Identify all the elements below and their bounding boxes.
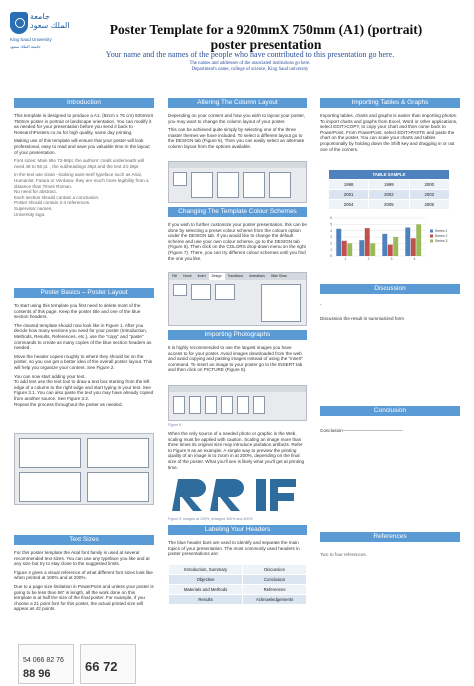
altering-paragraph: This can be achieved quite simply by selecting one of the three master themes we have included. To select a different layout go to the DESIGN tab (Figure 5). Then you can easily select an alternate column layout from the options available. <box>168 127 305 149</box>
table-icon <box>173 396 185 414</box>
university-logo <box>10 10 68 52</box>
menu-tab-insert[interactable]: Insert <box>197 274 206 278</box>
altering-layout-body <box>168 113 307 161</box>
legend-swatch <box>430 240 433 243</box>
y-tick-label: 6 <box>330 216 332 221</box>
chart-bar <box>347 243 352 256</box>
table-cell: 2000 <box>409 180 449 190</box>
table-cell: Introduction, Summary <box>169 565 243 575</box>
legend-swatch <box>430 230 433 233</box>
colors-menu-figure <box>168 272 307 326</box>
table-row <box>329 190 450 200</box>
layout-thumbnail <box>87 472 149 502</box>
discussion-bullet: - <box>320 302 322 307</box>
altering-layout-header: Altering The Column Layout <box>168 98 307 108</box>
design-tab-figure <box>168 161 307 203</box>
chart-bar <box>359 240 364 256</box>
chart-bar <box>388 245 393 256</box>
figure-9-caption: Figure 9. Images at 100%, enlarged 300% and 400% <box>168 517 253 521</box>
sample-card <box>18 644 74 684</box>
scaling-body <box>168 431 307 475</box>
basics-paragraph: Repeat the process throughout the poster as needed. <box>14 401 123 407</box>
tables-graphs-body <box>320 113 460 169</box>
layout-thumbnail <box>19 438 81 468</box>
importing-photos-header: Importing Photographs <box>168 330 307 340</box>
rr-logo-sample <box>172 477 302 513</box>
theme-thumbnail <box>243 172 265 198</box>
altering-paragraph: Depending on your content and how you wish to layout your poster, you may want to change the column layout of your poster. <box>168 113 305 124</box>
clip-art-icon <box>205 396 217 414</box>
intro-paragraph: Font sizes: Main title 72-96pt, the authors' credit underneath will need 48 to 56 pt. , the subheadings 36pt and the text 24-28pt <box>14 158 144 169</box>
affiliation-line: The names and addresses of the associated institutions go here. <box>189 61 311 66</box>
basics-paragraph: To add text use the text tool to draw a text box starting from the left edge of a column to the right edge and start typing in your text. See Figure 3.1. You can also paste the text you may have already copied from another source. See Figure 3.2. <box>14 379 154 401</box>
chart-bar <box>416 224 421 256</box>
layout-thumbnail <box>87 438 149 468</box>
table-cell: 2001 <box>329 190 369 200</box>
table-cell: 1998 <box>329 180 369 190</box>
chart-icon <box>253 396 265 414</box>
table-cell: 2002 <box>369 190 409 200</box>
menu-tab-slide-show[interactable]: Slide Show <box>270 274 287 278</box>
ribbon-bar <box>169 162 306 168</box>
pixelation-sample-image <box>172 477 302 513</box>
intro-list-item: University logo. <box>14 211 46 217</box>
menu-tab-design[interactable]: Design <box>209 273 225 280</box>
y-tick-label: 2 <box>330 241 332 246</box>
logo-arabic-text: جامعة الملك سعود <box>30 12 70 30</box>
theme-thumbnail <box>215 284 235 300</box>
intro-paragraph: This template is designed to produce a A1: (92cm x 75 cm) 920mmX 750mm poster in portrait or landscape orientation. You can modify it as needed for your presentation before you send it back to ResearchPosters.co.za for high quality, same day printing. <box>14 113 154 135</box>
text-sizes-header: Text Sizes <box>14 535 154 545</box>
labeling-headers-header: Labeling Your Headers <box>168 525 307 535</box>
sample-number: 88 96 <box>23 668 51 680</box>
table-cell: Conclusion <box>243 575 307 585</box>
logo-english-text: King Saud University <box>10 37 52 42</box>
legend-swatch <box>430 235 433 238</box>
table-row <box>169 595 307 605</box>
menu-tab-bar <box>169 273 306 280</box>
menu-tab-animations[interactable]: Animations <box>249 274 265 278</box>
menu-tab-home[interactable]: Home <box>183 274 192 278</box>
poster-basics-header: Poster Basics – Poster Layout <box>14 288 154 298</box>
insert-tab-figure <box>168 385 307 421</box>
legend-label: Series 3 <box>435 239 448 243</box>
colour-schemes-body <box>168 222 307 272</box>
page-setup-icon <box>173 172 187 186</box>
logo-arabic-small-text: جامعة الملك سعود <box>10 44 41 49</box>
department-line: Department's name, college of science, King Saud university <box>191 67 309 72</box>
x-tick-label: 2 <box>367 257 370 261</box>
layout-thumbnail <box>19 472 81 502</box>
table-cell: Acknowledgements <box>243 595 307 605</box>
references-body <box>320 552 460 558</box>
shapes-icon <box>221 396 233 414</box>
colours-paragraph: If you wish to further customize your poster presentation, this can be done by selecting a preset colour scheme from the colours option under the DESIGN tab. If you would like to change the default scheme and use your own colour scheme, go to the DESIGN tab (Figure 6). Then click on the COLORS drop-down menu on the right (Figure 7). There, you can try different colour schemes until you find the one you like. <box>168 222 307 261</box>
poster-header <box>0 0 474 86</box>
conclusion-paragraph: Conclusion————————————— <box>320 428 403 433</box>
pixelation-figure <box>168 475 307 515</box>
column-middle <box>168 98 307 605</box>
basics-paragraph: You can now start adding your text. <box>14 373 86 379</box>
sample-number: 66 72 <box>85 659 118 674</box>
table-row <box>329 180 450 190</box>
table-row <box>169 565 307 575</box>
figure-8-caption: Figure 8 <box>168 423 182 427</box>
x-tick-label: 1 <box>344 257 347 261</box>
seal-icon <box>10 12 28 34</box>
chart-bar <box>405 228 410 257</box>
menu-tab-file[interactable]: File <box>172 274 178 278</box>
colour-schemes-header: Changing The Template Colour Schemes <box>168 207 307 217</box>
labeling-headers-body <box>168 540 307 564</box>
ribbon-bar <box>169 386 306 392</box>
poster-affiliations <box>80 61 420 73</box>
sizes-paragraph: Due to a page size limitation in PowerPoint and unless your poster is going to be less than 56" in length, all the work done on this template is at half the size of the final poster. For example, if you choose a 21 point font for this poster, the actual printed size will appear as 42 points. <box>14 583 154 612</box>
column-left <box>14 98 154 686</box>
chart-bar <box>411 238 416 256</box>
photos-paragraph: When the only source of a needed photo or graphic is the Web, scaling must be applied with caution. Scaling an image more than three times its original size may introduce pixilation artifacts. Refer to Figure 9 as an example. A simple way to preview the printing quality of an image is to zoom in at 200%, depending on the final size of the poster. What you'll see is likely what you'll get at printing time. <box>168 431 305 470</box>
chart-bar <box>336 229 341 256</box>
table-cell: References <box>243 585 307 595</box>
table-cell: Materials and Methods <box>169 585 243 595</box>
poster-layout-figure <box>14 433 154 505</box>
sample-number: 54 066 82 76 <box>23 657 64 664</box>
page-setup-icon <box>173 284 187 296</box>
intro-list-item: No need for abstract. <box>14 189 57 195</box>
tables-graphs-header: Importing Tables & Graphs <box>320 98 460 108</box>
column-right <box>320 98 460 561</box>
y-tick-label: 4 <box>330 228 332 233</box>
intro-list-item: Supervisor names. <box>14 205 53 211</box>
theme-thumbnail <box>269 172 291 198</box>
table-row <box>169 585 307 595</box>
bar-chart-figure <box>320 214 460 264</box>
chart-bar <box>370 243 375 256</box>
table-cell: Results <box>169 595 243 605</box>
bar-chart <box>320 214 460 264</box>
sample-table <box>328 169 450 210</box>
introduction-body <box>14 113 154 288</box>
y-tick-label: 1 <box>330 247 332 252</box>
table-row <box>169 575 307 585</box>
theme-thumbnail <box>191 172 213 198</box>
table-cell: 2004 <box>329 200 369 210</box>
sizes-paragraph: Figure 4 gives a visual reference of what different font sizes look like when printed at 100% and at 200%. <box>14 569 153 581</box>
discussion-paragraph: Discussion the result in summarized form <box>320 316 404 321</box>
intro-paragraph: In the text use clean –looking sans-serif typeface such as Arial, Humanist, Futura or Verdana- they are much more legibility from a distance than Times Roman. <box>14 172 149 189</box>
sample-card <box>80 644 136 684</box>
importing-photos-body <box>168 345 307 385</box>
x-tick-label: 4 <box>413 257 416 261</box>
sample-table-title: TABLE SAMPLE <box>329 170 450 180</box>
smartart-icon <box>237 396 249 414</box>
poster-title: Poster Template for a 920mmX 750mm (A1) (portrait) poster presentation <box>109 22 423 52</box>
intro-paragraph: Making use of this template will ensure that your poster will look professional, easy to read and save you valuable time in the layout of your presentation. <box>14 138 150 155</box>
references-header: References <box>320 532 460 542</box>
legend-label: Series 1 <box>435 229 448 233</box>
basics-paragraph: Move the header copies roughly to where they should be on the poster, so you can get a better idea of the overall poster layout. This will help you organize your content. See Figure 2. <box>14 353 153 370</box>
intro-list-item: Each section should contain a conclusion. <box>14 194 100 200</box>
sizes-paragraph: For this poster template the Arial font family is used at several recommended text sizes. You can use any typeface you like and at any size but try to stay close to the suggested limits. <box>14 550 150 567</box>
discussion-body <box>320 316 460 406</box>
legend-label: Series 2 <box>435 234 448 238</box>
references-paragraph: Two to four references. <box>320 552 367 557</box>
table-cell: 1999 <box>369 180 409 190</box>
poster-authors: Your name and the names of the people who have contributed to this presentation go here. <box>105 50 395 59</box>
theme-thumbnail <box>191 284 211 300</box>
table-cell: 2006 <box>409 200 449 210</box>
y-tick-label: 0 <box>330 254 332 259</box>
y-tick-label: 3 <box>330 235 332 240</box>
basics-paragraph: The cleared template should now look like in Figure 1. After you decide how many sections you need for your poster (Introduction, Methods, Results, References, etc.), use the "copy" and "paste" commands to create as many copies of the blue section headers as needed. <box>14 322 152 351</box>
table-cell: Objective <box>169 575 243 585</box>
y-tick-label: 5 <box>330 222 332 227</box>
chart-bar <box>382 234 387 256</box>
x-tick-label: 3 <box>390 257 393 261</box>
labeling-paragraph: The blue header bars are used to identify and separate the main topics of your presentation. The most commonly used headers in poster presentations are: <box>168 540 300 557</box>
intro-list-item: Poster should contain 2-4 references. <box>14 200 91 206</box>
font-size-sample-figure <box>14 642 154 686</box>
menu-tab-transitions[interactable]: Transitions <box>227 274 244 278</box>
headers-table <box>168 564 307 605</box>
table-cell: 2005 <box>369 200 409 210</box>
basics-paragraph: To start using this template you first need to delete most of the contents of this page. Keep the poster title and one of the blue section headers. <box>14 303 141 320</box>
photos-paragraph: It is highly recommended to use the largest images you have access to for your poster. Avoid images downloaded from the web and avoid copying and pasting images instead of using the "insert" command. To insert an image to your poster go to the INSERT tab and then click on PICTURE (Figure 8). <box>168 345 304 373</box>
chart-bar <box>342 241 347 256</box>
table-cell: 2003 <box>409 190 449 200</box>
chart-bar <box>393 237 398 256</box>
text-sizes-body <box>14 550 154 640</box>
colors-dropdown <box>261 284 301 322</box>
table-cell: Discussion <box>243 565 307 575</box>
poster-basics-body <box>14 303 154 431</box>
picture-icon <box>189 396 201 414</box>
introduction-header: Introduction <box>14 98 154 108</box>
tables-paragraph: Importing tables, charts and graphs is easier than importing photos. To import charts and graphs from Excel, Word or other applications, select EDIT>COPY, to copy your chart and then come back to PowerPoint. From PowerPoint, select EDIT>PASTE and paste the chart on the poster. You can scale your charts and tables proportionally by holding down the Shift key and dragging in or out one of the corners. <box>320 113 458 152</box>
discussion-header: Discussion <box>320 284 460 294</box>
chart-bar <box>365 228 370 256</box>
conclusion-header: Conclusion <box>320 406 460 416</box>
table-row <box>329 200 450 210</box>
theme-thumbnail <box>217 172 239 198</box>
conclusion-body <box>320 428 460 532</box>
